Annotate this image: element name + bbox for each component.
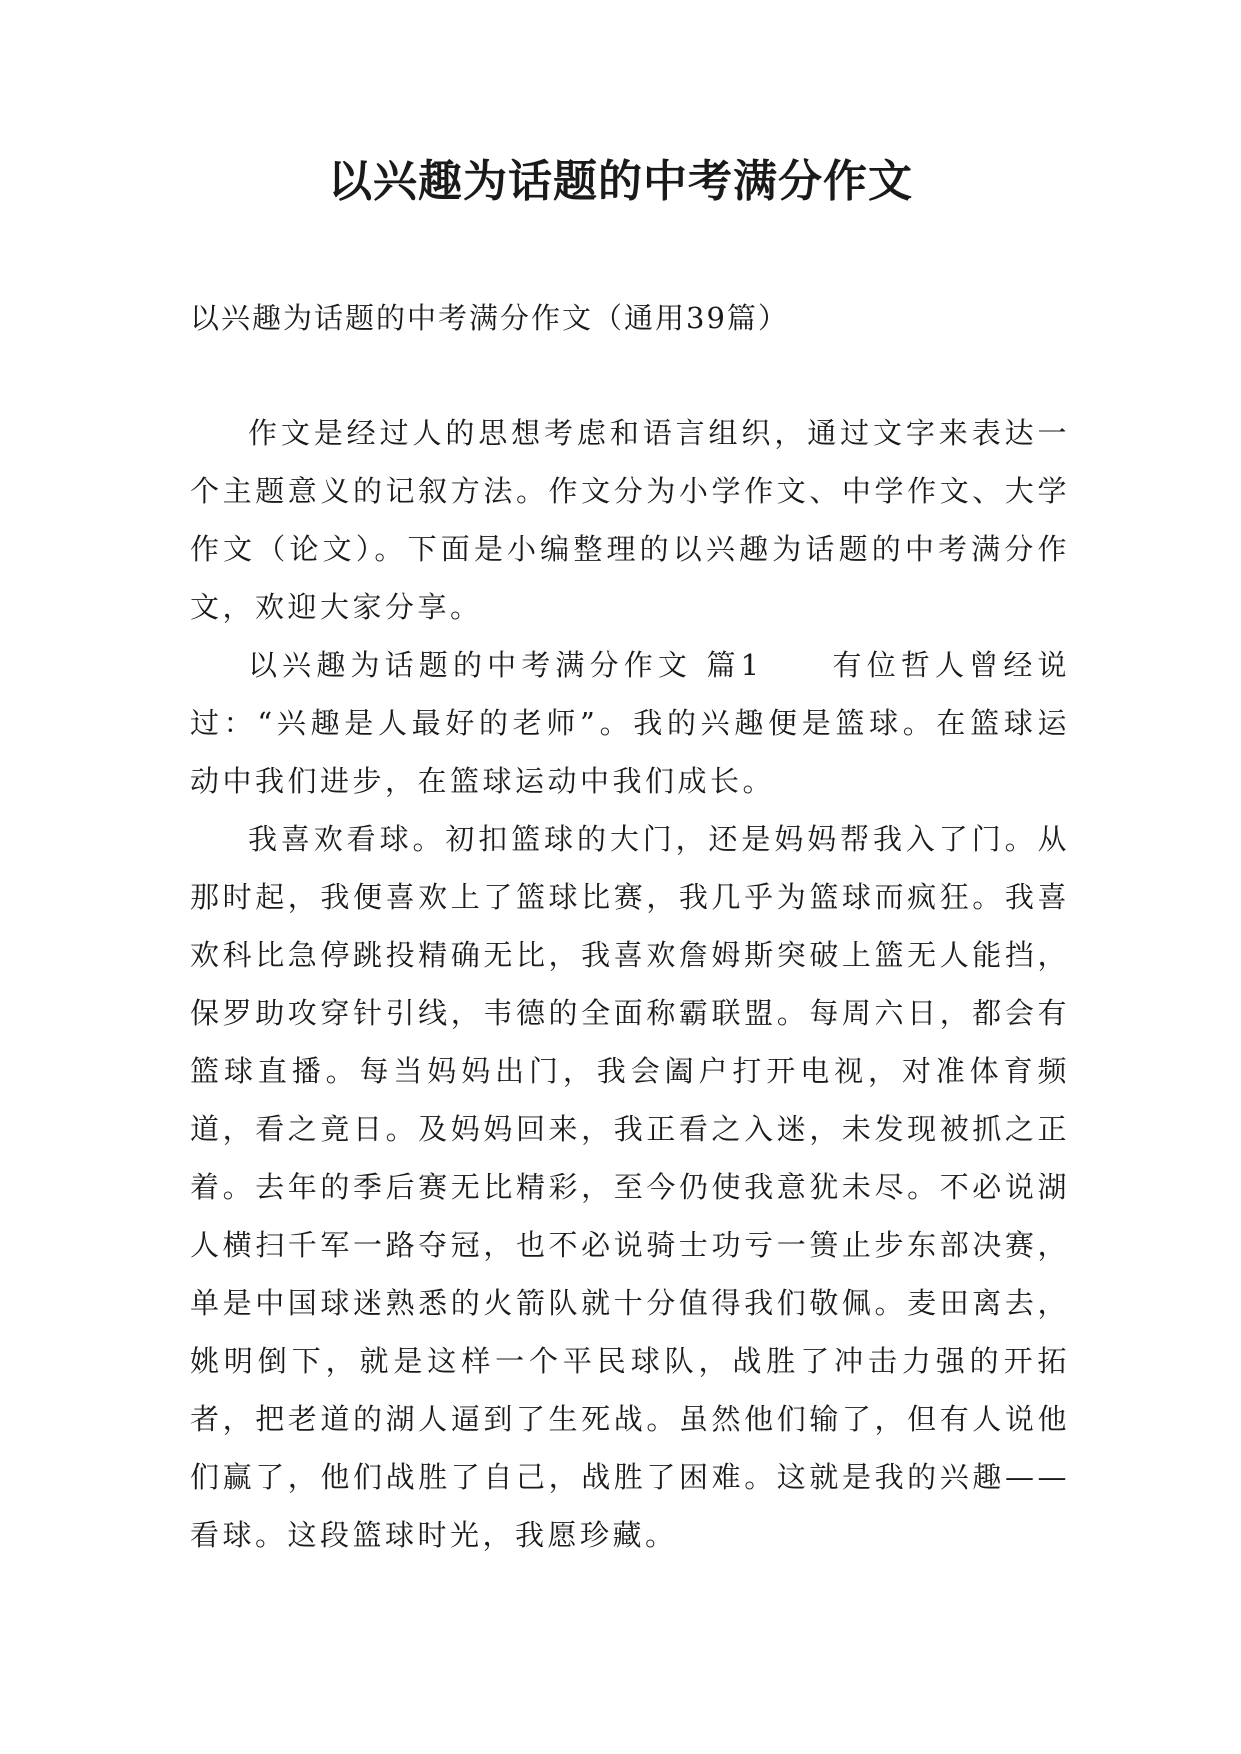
document-title: 以兴趣为话题的中考满分作文	[328, 156, 913, 207]
body-paragraph-essay-1-main: 我喜欢看球。初扣篮球的大门，还是妈妈帮我入了门。从那时起，我便喜欢上了篮球比赛，我几乎为篮球而疯狂。我喜欢科比急停跳投精确无比，我喜欢詹姆斯突破上篮无人能挡，保罗助攻穿针引线，韦德的全面称霸联盟。每周六日，都会有篮球直播。每当妈妈出门，我会阖户打开电视，对准体育频道，看之竟日。及妈妈回来，我正看之入迷，未发现被抓之正着。去年的季后赛无比精彩，至今仍使我意犹未尽。不必说湖人横扫千军一路夺冠，也不必说骑士功亏一篑止步东部决赛，单是中国球迷熟悉的火箭队就十分值得我们敬佩。麦田离去，姚明倒下，就是这样一个平民球队，战胜了冲击力强的开拓者，把老道的湖人逼到了生死战。虽然他们输了，但有人说他们赢了，他们战胜了自己，战胜了困难。这就是我的兴趣——看球。这段篮球时光，我愿珍藏。	[190, 822, 1070, 1552]
body-paragraph-intro: 作文是经过人的思想考虑和语言组织，通过文字来表达一个主题意义的记叙方法。作文分为小学作文、中学作文、大学作文（论文）。下面是小编整理的以兴趣为话题的中考满分作文，欢迎大家分享。	[190, 416, 1070, 624]
document-body	[190, 404, 1070, 1564]
body-paragraph-essay-1-opening: 以兴趣为话题的中考满分作文 篇1 有位哲人曾经说过：“兴趣是人最好的老师”。我的兴趣便是篮球。在篮球运动中我们进步，在篮球运动中我们成长。	[190, 648, 1070, 798]
document-subtitle: 以兴趣为话题的中考满分作文（通用39篇）	[190, 301, 789, 335]
